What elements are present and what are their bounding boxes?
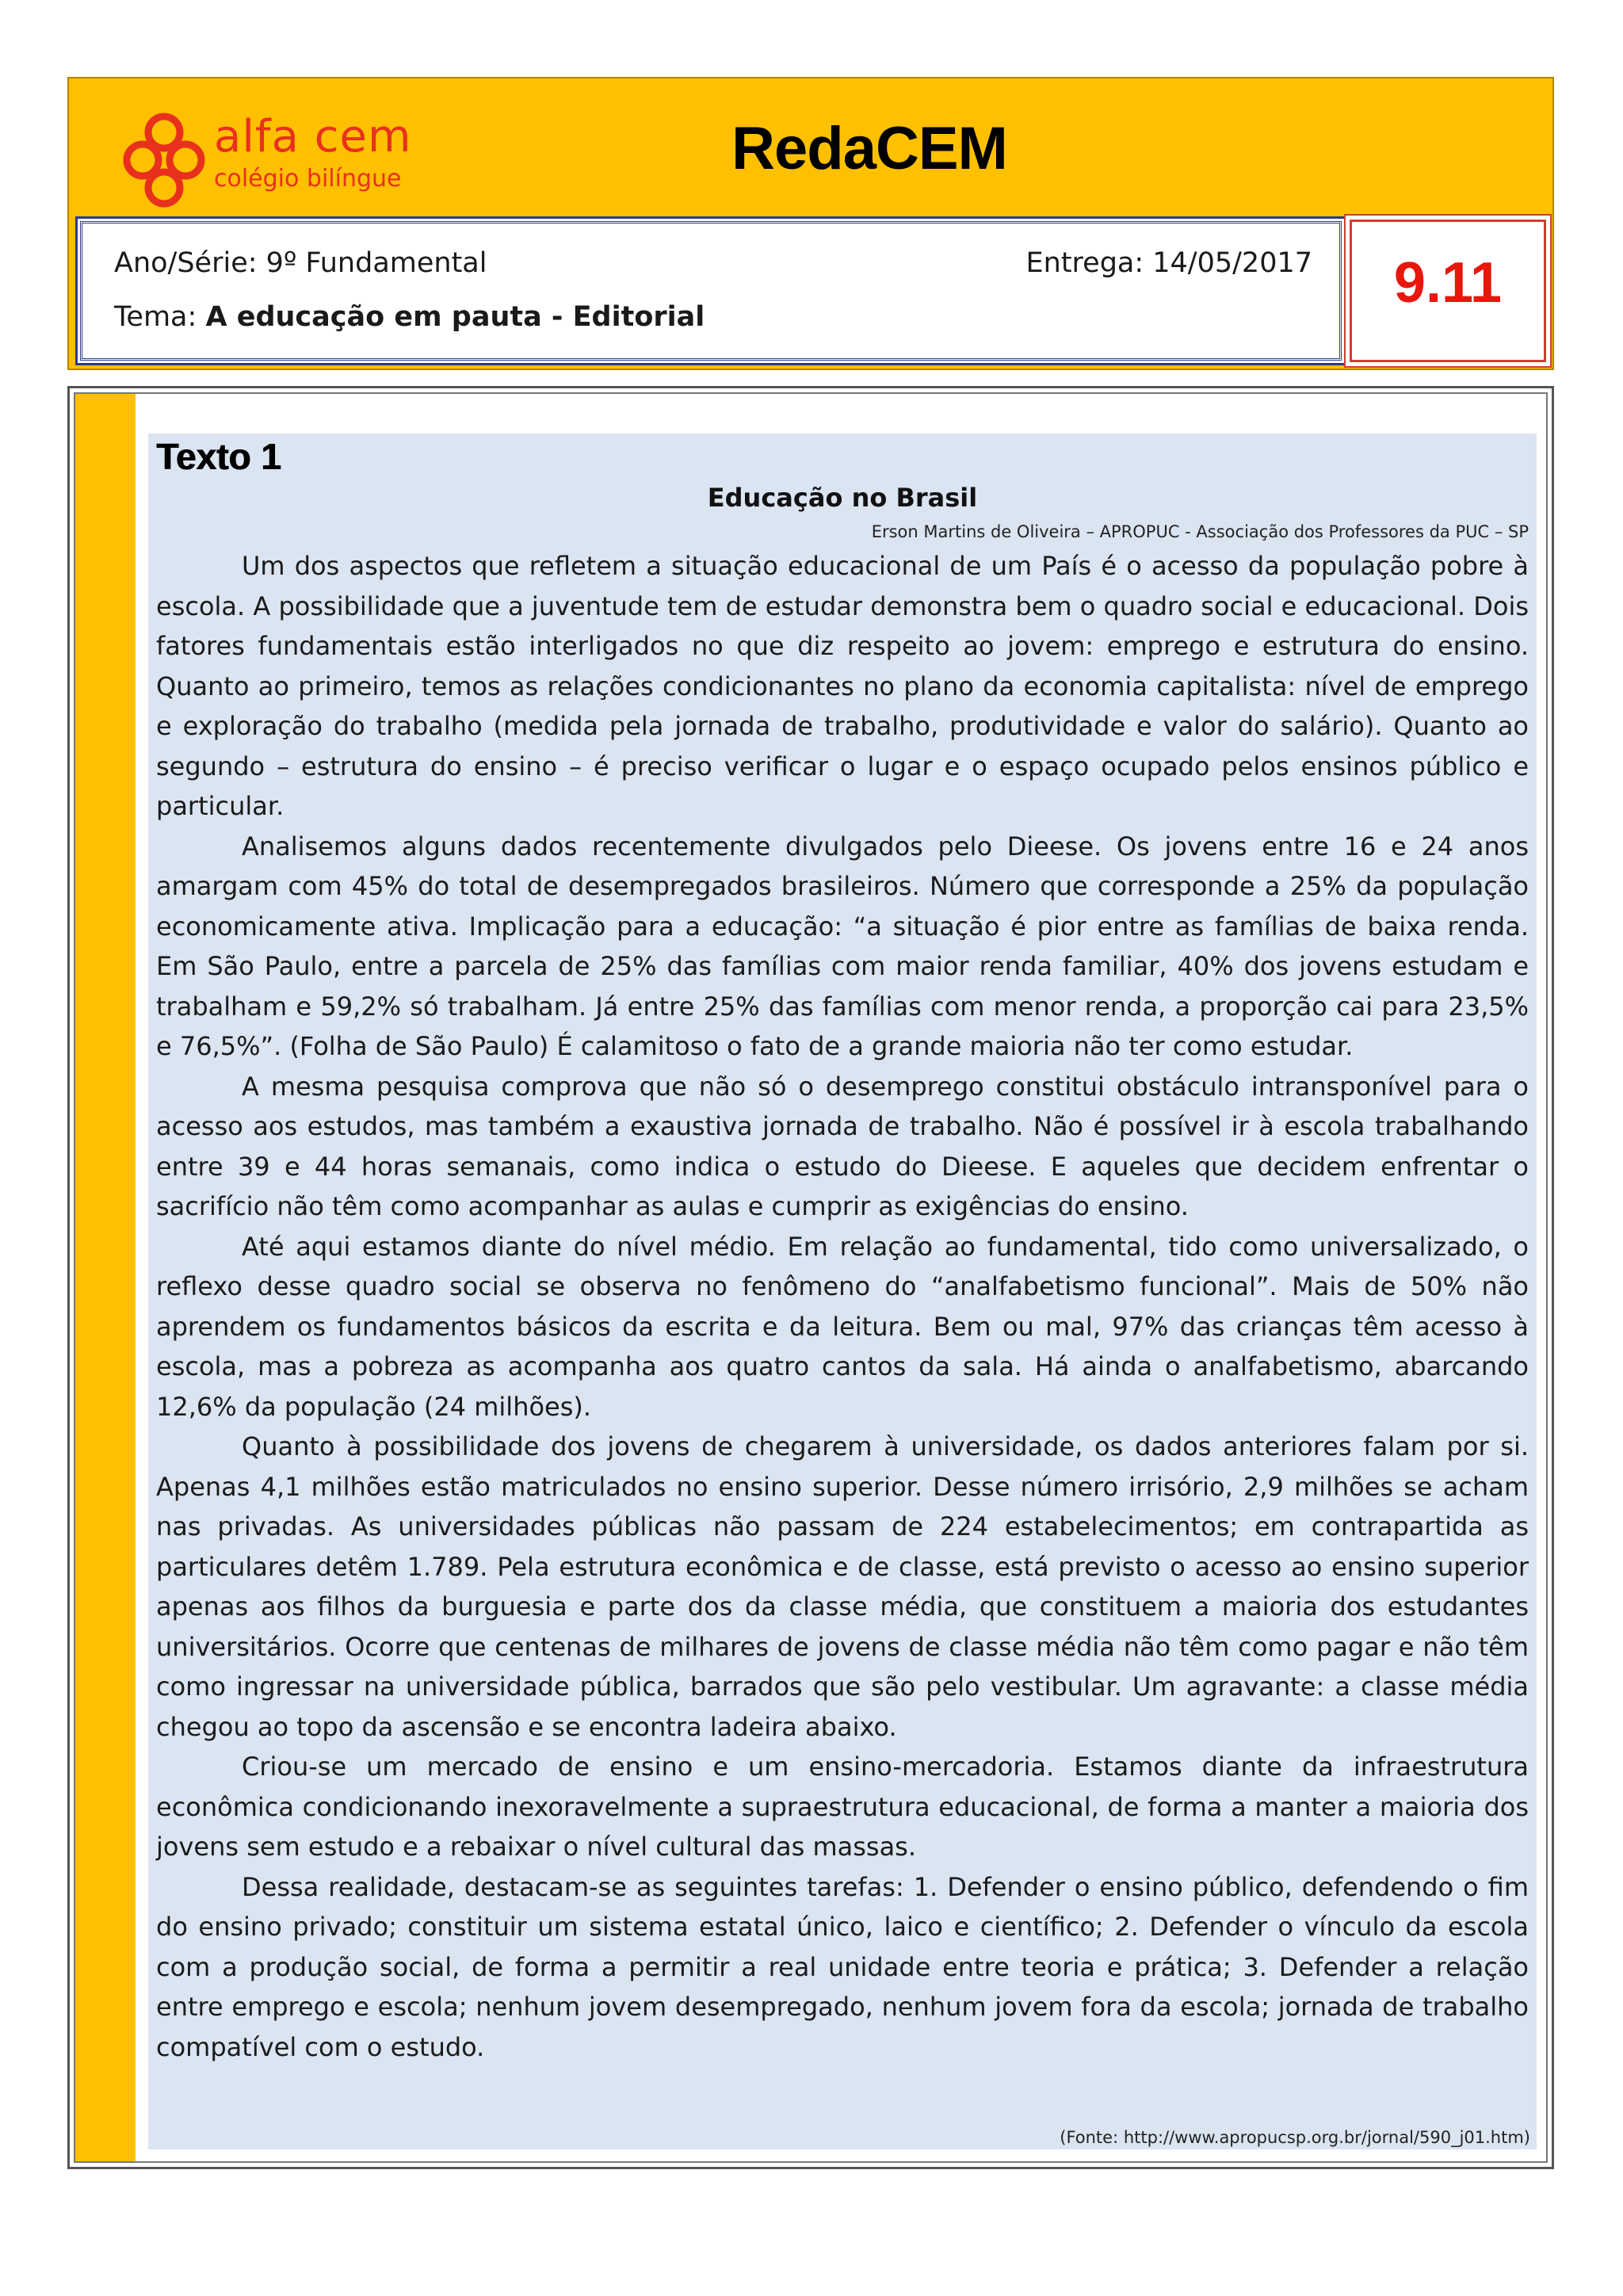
paragraph: Criou-se um mercado de ensino e um ensino-mercadoria. Estamos diante da infraestrutura econômica condicionando inexoravelmente a supraestrutura educacional, de forma a manter a maioria dos jovens sem estudo e a rebaixar o nível cultural das massas. — [156, 1752, 1529, 1862]
content-inner — [74, 392, 1548, 2163]
paragraph: Dessa realidade, destacam-se as seguintes tarefas: 1. Defender o ensino público, defendendo o fim do ensino privado; constituir um sistema estatal único, laico e científico; 2. Defender o vínculo da escola com a produção social, de forma a permitir a real unidade entre teoria e prática; 3. Defender a relação entre emprego e escola; nenhum jovem desempregado, nenhum jovem fora da escola; jornada de trabalho compatível com o estudo. — [156, 1871, 1529, 2062]
page-title: RedaCEM — [731, 115, 1007, 182]
logo-name: alfa cem — [214, 111, 412, 162]
paragraph: Quanto à possibilidade dos jovens de chegarem à universidade, os dados anteriores falam por si. Apenas 4,1 milhões estão matriculados no ensino superior. Desse número irrisório, 2,9 milhões se acham nas privadas. As universidades públicas não passam de 224 estabelecimentos; em contrapartida as particulares detêm 1.789. Pela estrutura econômica e de classe, está previsto o acesso ao ensino superior apenas aos filhos da burguesia e parte dos da classe média, que constituem a maioria dos estudantes universitários. Ocorre que centenas de milhares de jovens de classe média não têm como pagar e não têm como ingressar na universidade pública, barrados que são pelo vestibular. Um agravante: a classe média chegou ao topo da ascensão e se encontra ladeira abaixo. — [156, 1431, 1529, 1742]
text-panel — [148, 434, 1537, 2149]
assignment-code: 9.11 — [1393, 251, 1503, 315]
assignment-code-box — [1350, 220, 1546, 362]
paragraph: Analisemos alguns dados recentemente divulgados pelo Dieese. Os jovens entre 16 e 24 anos amargam com 45% do total de desempregados brasileiros. Número que corresponde a 25% da população economicamente ativa. Implicação para a educação: “a situação é pior entre as famílias de baixa renda. Em São Paulo, entre a parcela de 25% das famílias com maior renda familiar, 40% dos jovens estudam e trabalham e 59,2% só trabalham. Já entre 25% das famílias com menor renda, a proporção cai para 23,5% e 76,5%”. (Folha de São Paulo) É calamitoso o fato de a grande maioria não ter como estudar. — [156, 831, 1529, 1061]
grade-label: Ano/Série: 9º Fundamental — [114, 247, 487, 279]
header-banner — [67, 77, 1554, 370]
side-accent-bar — [75, 394, 136, 2161]
knot-logo-icon — [120, 109, 208, 212]
due-date: Entrega: 14/05/2017 — [1025, 247, 1312, 279]
school-logo — [120, 109, 437, 220]
content-frame — [67, 386, 1554, 2169]
source-citation: (Fonte: http://www.apropucsp.org.br/jornal/590_j01.htm) — [1060, 2128, 1530, 2147]
paragraph: Um dos aspectos que refletem a situação educacional de um País é o acesso da população pobre à escola. A possibilidade que a juventude tem de estudar demonstra bem o quadro social e educacional. Dois fatores fundamentais estão interligados no que diz respeito ao jovem: emprego e estrutura do ensino. Quanto ao primeiro, temos as relações condicionantes no plano da economia capitalista: nível de emprego e exploração do trabalho (medida pela jornada de trabalho, produtividade e valor do salário). Quanto ao segundo – estrutura do ensino – é preciso verificar o lugar e o espaço ocupado pelos ensinos público e particular. — [156, 551, 1529, 821]
article-body — [156, 546, 1529, 2067]
article-title: Educação no Brasil — [707, 483, 978, 513]
theme-value: A educação em pauta - Editorial — [205, 301, 705, 333]
theme-prefix: Tema: — [114, 301, 197, 333]
assignment-info-box — [80, 221, 1342, 361]
article-byline: Erson Martins de Oliveira – APROPUC - Associação dos Professores da PUC – SP — [871, 522, 1529, 541]
text-label: Texto 1 — [156, 436, 281, 477]
paragraph: Até aqui estamos diante do nível médio. Em relação ao fundamental, tido como universalizado, o reflexo desse quadro social se observa no fenômeno do “analfabetismo funcional”. Mais de 50% não aprendem os fundamentos básicos da escrita e da leitura. Bem ou mal, 97% das crianças têm acesso à escola, mas a pobreza as acompanha aos quatro cantos da sala. Há ainda o analfabetismo, abarcando 12,6% da população (24 milhões). — [156, 1231, 1529, 1422]
paragraph: A mesma pesquisa comprova que não só o desemprego constitui obstáculo intransponível para o acesso aos estudos, mas também a exaustiva jornada de trabalho. Não é possível ir à escola trabalhando entre 39 e 44 horas semanais, como indica o estudo do Dieese. E aqueles que decidem enfrentar o sacrifício não têm como acompanhar as aulas e cumprir as exigências do ensino. — [156, 1071, 1529, 1221]
logo-tagline: colégio bilíngue — [214, 165, 402, 193]
theme-label — [114, 301, 705, 333]
